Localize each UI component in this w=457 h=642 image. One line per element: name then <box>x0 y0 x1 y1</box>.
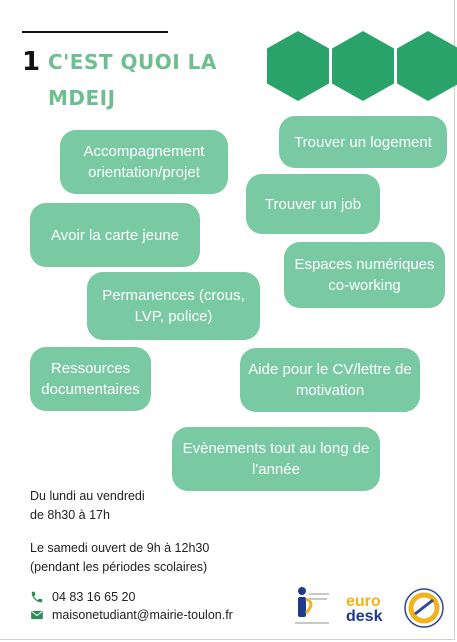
service-permanences: Permanences (crous, LVP, police) <box>87 272 260 340</box>
service-aide-cv: Aide pour le CV/lettre de motivation <box>240 348 420 412</box>
info-jeunesse-logo <box>293 585 331 629</box>
saturday-hours <box>30 539 209 577</box>
phone-number[interactable]: 04 83 16 65 20 <box>52 590 136 604</box>
service-ressources: Ressources documentaires <box>30 347 151 411</box>
service-carte-jeune: Avoir la carte jeune <box>30 203 200 267</box>
header-rule <box>22 31 168 33</box>
service-espaces-numeriques: Espaces numériques co-working <box>284 242 445 308</box>
phone-contact <box>30 589 135 605</box>
email-address[interactable]: maisonetudiant@mairie-toulon.fr <box>52 608 233 622</box>
saturday-hours-line: Le samedi ouvert de 9h à 12h30 <box>30 541 210 555</box>
eurodesk-logo <box>346 594 396 630</box>
weekday-hours <box>30 487 145 525</box>
saturday-hours-line: (pendant les périodes scolaires) <box>30 560 208 574</box>
email-contact <box>30 607 233 623</box>
service-job: Trouver un job <box>246 174 380 234</box>
section-number: 1 <box>22 47 41 77</box>
eurodesk-logo-top: euro <box>346 593 381 610</box>
page-title: C'EST QUOI LA MDEIJ <box>48 50 217 110</box>
service-evenements: Evènements tout au long de l'année <box>172 427 380 491</box>
weekday-hours-line: Du lundi au vendredi <box>30 489 145 503</box>
service-accompagnement: Accompagnement orientation/projet <box>60 130 228 194</box>
weekday-hours-line: de 8h30 à 17h <box>30 508 110 522</box>
eurodesk-logo-bottom: desk <box>346 608 383 625</box>
service-logement: Trouver un logement <box>279 116 447 168</box>
eryica-logo <box>403 587 445 629</box>
phone-icon <box>30 590 44 604</box>
envelope-icon <box>30 608 44 622</box>
